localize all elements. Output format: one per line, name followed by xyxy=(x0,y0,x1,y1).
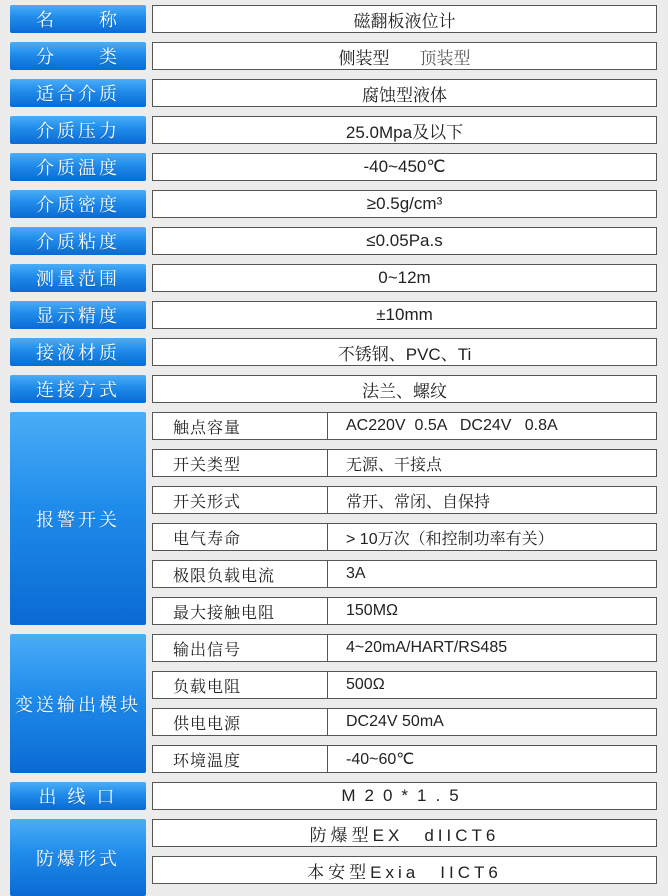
sub-row-value: 无源、干接点 xyxy=(346,456,443,474)
sub-row-value: 4~20mA/HART/RS485 xyxy=(346,639,508,656)
sub-row-value: 本安型Exia IICT6 xyxy=(152,856,657,884)
group-label: 防爆形式 xyxy=(10,819,146,896)
sub-row xyxy=(152,745,657,773)
row-value: 不锈钢、PVC、Ti xyxy=(152,338,657,366)
row-value: 腐蚀型液体 xyxy=(152,79,657,107)
spec-row xyxy=(10,42,657,70)
sub-row-label: 负载电阻 xyxy=(153,672,328,698)
row-value: M20*1.5 xyxy=(152,782,657,810)
sub-row-value: AC220V 0.5A DC24V 0.8A xyxy=(346,417,558,434)
sub-row xyxy=(152,560,657,588)
row-label: 连接方式 xyxy=(10,375,146,403)
sub-row xyxy=(152,449,657,477)
row-label: 显示精度 xyxy=(10,301,146,329)
spec-row xyxy=(10,782,657,810)
sub-row-label: 供电电源 xyxy=(153,709,328,735)
row-value: ±10mm xyxy=(152,301,657,329)
sub-row-value: DC24V 50mA xyxy=(346,713,444,730)
sub-row xyxy=(152,412,657,440)
spec-group xyxy=(10,412,657,625)
sub-row-label: 电气寿命 xyxy=(153,524,328,550)
group-rows xyxy=(152,634,657,773)
sub-row xyxy=(152,597,657,625)
row-label: 介质粘度 xyxy=(10,227,146,255)
sub-row-value: -40~60℃ xyxy=(346,751,415,768)
sub-row xyxy=(152,523,657,551)
spec-row xyxy=(10,116,657,144)
row-value: 25.0Mpa及以下 xyxy=(152,116,657,144)
sub-row xyxy=(152,708,657,736)
row-value-secondary: 顶装型 xyxy=(419,48,471,68)
spec-group xyxy=(10,634,657,773)
spec-row xyxy=(10,79,657,107)
row-value-primary: 侧装型 xyxy=(338,48,390,68)
group-label: 变送输出模块 xyxy=(10,634,146,773)
spec-row xyxy=(10,153,657,181)
sub-row-label: 输出信号 xyxy=(153,635,328,661)
sub-row xyxy=(152,486,657,514)
row-label: 出 线 口 xyxy=(10,782,146,810)
sub-row-value: 防爆型EX dIICT6 xyxy=(152,819,657,847)
row-value: 0~12m xyxy=(152,264,657,292)
spec-row xyxy=(10,375,657,403)
spec-row xyxy=(10,338,657,366)
row-label: 介质温度 xyxy=(10,153,146,181)
row-label: 介质密度 xyxy=(10,190,146,218)
sub-row-label: 触点容量 xyxy=(153,413,328,439)
spec-table xyxy=(10,5,657,893)
row-label: 接液材质 xyxy=(10,338,146,366)
group-rows xyxy=(152,819,657,884)
row-label: 名 称 xyxy=(10,5,146,33)
row-label: 介质压力 xyxy=(10,116,146,144)
row-value: 法兰、螺纹 xyxy=(152,375,657,403)
row-value: ≥0.5g/cm³ xyxy=(152,190,657,218)
sub-row-label: 开关类型 xyxy=(153,450,328,476)
row-value: ≤0.05Pa.s xyxy=(152,227,657,255)
group-rows xyxy=(152,412,657,625)
sub-row-value: 150MΩ xyxy=(346,602,398,619)
row-value: -40~450℃ xyxy=(152,153,657,181)
spec-row xyxy=(10,227,657,255)
spec-row xyxy=(10,301,657,329)
sub-row xyxy=(152,671,657,699)
row-value xyxy=(152,42,657,70)
spec-row xyxy=(10,5,657,33)
row-label: 适合介质 xyxy=(10,79,146,107)
spec-group xyxy=(10,819,657,884)
row-label: 分 类 xyxy=(10,42,146,70)
row-label: 测量范围 xyxy=(10,264,146,292)
sub-row-label: 开关形式 xyxy=(153,487,328,513)
sub-row-label: 极限负载电流 xyxy=(153,561,328,587)
sub-row-value: 3A xyxy=(346,565,366,582)
sub-row-value: 500Ω xyxy=(346,676,385,693)
sub-row-label: 环境温度 xyxy=(153,746,328,772)
sub-row xyxy=(152,634,657,662)
sub-row-value: > 10万次（和控制功率有关） xyxy=(346,530,554,548)
sub-row-label: 最大接触电阻 xyxy=(153,598,328,624)
spec-row xyxy=(10,264,657,292)
sub-row-value: 常开、常闭、自保持 xyxy=(346,493,491,511)
row-value: 磁翻板液位计 xyxy=(152,5,657,33)
group-label: 报警开关 xyxy=(10,412,146,625)
spec-row xyxy=(10,190,657,218)
